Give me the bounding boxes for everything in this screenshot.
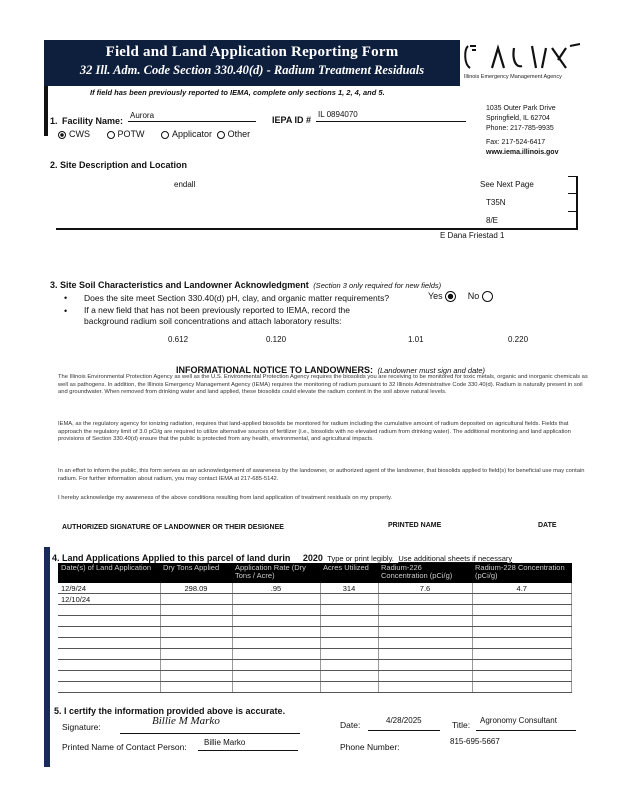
table-cell[interactable] [232, 616, 320, 627]
margin-bar [44, 547, 50, 767]
table-row [58, 594, 572, 605]
option-other[interactable]: Other [217, 129, 251, 139]
fax-number: Fax: 217-524-6417 [486, 139, 546, 146]
table-cell[interactable] [378, 649, 472, 660]
notice-paragraph-4: I hereby acknowledge my awareness of the above conditions resulting from land application of treatment residuals on my property. [58, 495, 393, 501]
soil-value-3[interactable]: 1.01 [408, 335, 424, 344]
signature-value[interactable]: Billie M Marko [152, 715, 220, 727]
table-cell[interactable] [232, 605, 320, 616]
table-cell[interactable] [160, 627, 232, 638]
title-label: Title: [452, 720, 471, 730]
facility-value[interactable]: Aurora [130, 111, 155, 120]
section2-title: 2. Site Description and Location [50, 160, 188, 170]
table-row [58, 616, 572, 627]
notice-note: (Landowner must sign and date) [377, 366, 486, 375]
field-name[interactable]: E Dana Friestad 1 [440, 231, 505, 240]
question-background: If a new field that has not been previously reported to IEMA, record the background radium soil concentrations and attach laboratory results: [84, 305, 351, 326]
table-cell[interactable]: 298.09 [160, 583, 232, 594]
question-soil: Does the site meet Section 330.40(d) pH, clay, and organic matter requirements? [84, 293, 390, 303]
table-cell[interactable] [160, 605, 232, 616]
table-cell[interactable] [160, 660, 232, 671]
logo-text: Illinois Emergency Management Agency [464, 74, 562, 80]
table-cell[interactable] [232, 638, 320, 649]
no-radio[interactable] [482, 291, 493, 302]
table-row [58, 605, 572, 616]
table-row [58, 682, 572, 693]
iema-logo [462, 40, 586, 86]
section5-title: 5. I certify the information provided above is accurate. [54, 706, 286, 716]
facility-label: Facility Name: [62, 116, 124, 126]
table-row [58, 671, 572, 682]
table-cell[interactable] [58, 671, 160, 682]
table-cell[interactable] [58, 638, 160, 649]
table-cell[interactable]: .95 [232, 583, 320, 594]
table-cell[interactable] [472, 682, 572, 693]
table-cell[interactable] [232, 627, 320, 638]
radio-icon [161, 131, 169, 139]
date-label: Date: [340, 720, 361, 730]
option-applicator[interactable]: Applicator [161, 129, 212, 139]
table-cell[interactable] [472, 660, 572, 671]
radio-selected-icon [58, 131, 66, 139]
table-cell[interactable] [232, 682, 320, 693]
notice-paragraph-1: The Illinois Environmental Protection Agency as well as the U.S. Environmental Protection Agency requires the biosolids you are receiving to be monitored for toxic metals, organic and inorganic chemicals as well as pathogens. In addition, the Illinois Emergency Management Agency (IEMA) requires the monitoring of radium pursuant to 32 Illinois Administrative Code 330.40(d). Radium is naturally present in soil and groundwater. When removed from drinking water and land applied, these biosolids could elevate the radium content in the soil above natural levels. [58, 374, 588, 396]
title-underline [476, 730, 576, 731]
address-line-1: 1035 Outer Park Drive [486, 105, 556, 112]
table-cell[interactable] [160, 616, 232, 627]
phone-number: Phone: 217-785-9935 [486, 125, 554, 132]
table-cell[interactable] [320, 671, 378, 682]
table-cell[interactable] [472, 594, 572, 605]
table-cell[interactable] [472, 605, 572, 616]
table-cell[interactable] [320, 627, 378, 638]
col-dry-tons: Dry Tons Applied [160, 563, 232, 583]
iepa-label: IEPA ID # [272, 115, 312, 125]
yes-radio[interactable] [445, 291, 456, 302]
table-cell[interactable] [378, 660, 472, 671]
section4-title: 4. Land Applications Applied to this parcel of land durin [52, 553, 291, 563]
table-cell[interactable]: 12/9/24 [58, 583, 160, 594]
table-cell[interactable] [320, 638, 378, 649]
section4-note-b: Use additional sheets if necessary [398, 554, 513, 563]
table-header-row [58, 563, 572, 583]
landowner-signature-label: AUTHORIZED SIGNATURE OF LANDOWNER OR THEIR DESIGNEE [62, 524, 284, 531]
margin-bar [44, 86, 48, 136]
address-line-2: Springfield, IL 62704 [486, 115, 550, 122]
table-cell[interactable] [58, 627, 160, 638]
table-cell[interactable] [160, 671, 232, 682]
table-cell[interactable]: 4.7 [472, 583, 572, 594]
table-cell[interactable] [472, 671, 572, 682]
table-cell[interactable] [58, 616, 160, 627]
signature-underline [120, 733, 300, 734]
table-body [58, 583, 572, 693]
table-cell[interactable] [58, 660, 160, 671]
instruction-text: If field has been previously reported to IEMA, complete only sections 1, 2, 4, and 5. [90, 88, 385, 97]
table-cell[interactable] [472, 649, 572, 660]
table-cell[interactable] [320, 605, 378, 616]
contact-person-label: Printed Name of Contact Person: [62, 742, 187, 752]
table-cell[interactable] [232, 660, 320, 671]
table-cell[interactable] [232, 649, 320, 660]
section3-title: 3. Site Soil Characteristics and Landowner Acknowledgment [50, 280, 309, 290]
table-cell[interactable] [378, 594, 472, 605]
table-cell[interactable]: 314 [320, 583, 378, 594]
form-title: Field and Land Application Reporting Form [105, 44, 399, 60]
col-app-rate: Application Rate (Dry Tons / Acre) [232, 563, 320, 583]
table-cell[interactable] [472, 616, 572, 627]
table-cell[interactable] [58, 605, 160, 616]
bullet-icon: • [64, 293, 68, 303]
table-row [58, 583, 572, 594]
radio-icon [107, 131, 115, 139]
table-cell[interactable] [160, 649, 232, 660]
col-dates: Date(s) of Land Application [58, 563, 160, 583]
contact-block [486, 104, 558, 158]
website: www.iema.illinois.gov [486, 149, 559, 156]
contact-underline [198, 750, 298, 751]
bullet-icon: • [64, 306, 68, 316]
section4-note-a: Type or print legibly. [327, 554, 394, 563]
bracket-tick [568, 176, 578, 177]
table-cell[interactable] [320, 616, 378, 627]
table-cell[interactable] [232, 671, 320, 682]
see-next-page: See Next Page [480, 180, 534, 189]
landowner-date-label: DATE [538, 522, 557, 529]
section3-header [50, 275, 441, 293]
soil-value-1[interactable]: 0.612 [168, 335, 189, 344]
iepa-value[interactable]: IL 0894070 [318, 110, 358, 119]
title-value[interactable]: Agronomy Consultant [480, 716, 557, 725]
phone-label: Phone Number: [340, 742, 400, 752]
soil-value-4[interactable]: 0.220 [508, 335, 529, 344]
signature-label: Signature: [62, 722, 101, 732]
printed-name-label: PRINTED NAME [388, 522, 442, 529]
table-cell[interactable] [320, 660, 378, 671]
table-cell[interactable] [320, 682, 378, 693]
date-underline [368, 730, 440, 731]
table-cell[interactable] [160, 638, 232, 649]
radio-icon [217, 131, 225, 139]
table-cell[interactable] [378, 638, 472, 649]
option-cws[interactable]: CWS [58, 129, 90, 139]
table-cell[interactable] [58, 649, 160, 660]
col-acres: Acres Utilized [320, 563, 378, 583]
township-value[interactable]: T35N [486, 198, 506, 207]
soil-answer: Yes No [428, 291, 496, 302]
table-cell[interactable] [58, 682, 160, 693]
land-applications-table [58, 563, 572, 693]
table-cell[interactable] [160, 594, 232, 605]
phone-value[interactable]: 815-695-5667 [450, 737, 500, 746]
soil-value-2[interactable]: 0.120 [266, 335, 287, 344]
table-cell[interactable] [378, 616, 472, 627]
table-cell[interactable] [472, 638, 572, 649]
option-potw[interactable]: POTW [107, 129, 145, 139]
iema-logo-icon [462, 40, 586, 74]
section1-number: 1. [50, 116, 58, 126]
facility-underline [128, 121, 256, 122]
form-banner [44, 40, 460, 86]
notice-paragraph-3: In an effort to inform the public, this form serves as an acknowledgement of awareness by the landowner, or authorized agent of the landowner, that biosolids applied to field(s) for beneficial use may contain radium. For further information about radium, you may contact IEMA at 217-685-5142. [58, 468, 585, 482]
date-value[interactable]: 4/28/2025 [386, 716, 422, 725]
county-value[interactable]: endall [174, 180, 196, 189]
form-subtitle: 32 Ill. Adm. Code Section 330.40(d) - Radium Treatment Residuals [79, 63, 425, 77]
col-ra228: Radium-228 Concentration (pCi/g) [472, 563, 572, 583]
table-row [58, 649, 572, 660]
table-row [58, 660, 572, 671]
table-cell[interactable] [232, 594, 320, 605]
table-cell[interactable] [320, 594, 378, 605]
table-cell[interactable]: 12/10/24 [58, 594, 160, 605]
table-row [58, 638, 572, 649]
table-cell[interactable] [320, 649, 378, 660]
range-value[interactable]: 8/E [486, 216, 499, 225]
table-cell[interactable] [378, 627, 472, 638]
bracket-tick [568, 211, 578, 212]
table-cell[interactable]: 7.6 [378, 583, 472, 594]
facility-type-group [58, 129, 250, 139]
section2-bracket [576, 176, 578, 230]
bracket-tick [568, 193, 578, 194]
section3-note: (Section 3 only required for new fields) [313, 281, 442, 290]
table-cell[interactable] [378, 605, 472, 616]
table-cell[interactable] [378, 671, 472, 682]
section2-divider [56, 228, 576, 230]
table-cell[interactable] [472, 627, 572, 638]
notice-paragraph-2: IEMA, as the regulatory agency for ionizing radiation, requires that land-applied biosolids be monitored for radium including the cumulative amount of radium deposited on agricultural fields. Fields that approach the regulatory limit of 3.0 pCi/g are required to utilize alternative sources of fertilizer (i.e., biosolids with no elevated radium from drinking water). The additional monitoring and land application provisions of Section 330.40(d) ensure that the public is protected from any health, environmental, and agricultural impacts. [58, 421, 571, 443]
table-row [58, 627, 572, 638]
contact-person-value[interactable]: Billie Marko [204, 738, 246, 747]
section4-year[interactable]: 2020 [302, 553, 323, 563]
col-ra226: Radium-226 Concentration (pCi/g) [378, 563, 472, 583]
table-cell[interactable] [378, 682, 472, 693]
notice-title: INFORMATIONAL NOTICE TO LANDOWNERS: [176, 365, 373, 375]
iepa-underline [316, 121, 466, 122]
table-cell[interactable] [160, 682, 232, 693]
